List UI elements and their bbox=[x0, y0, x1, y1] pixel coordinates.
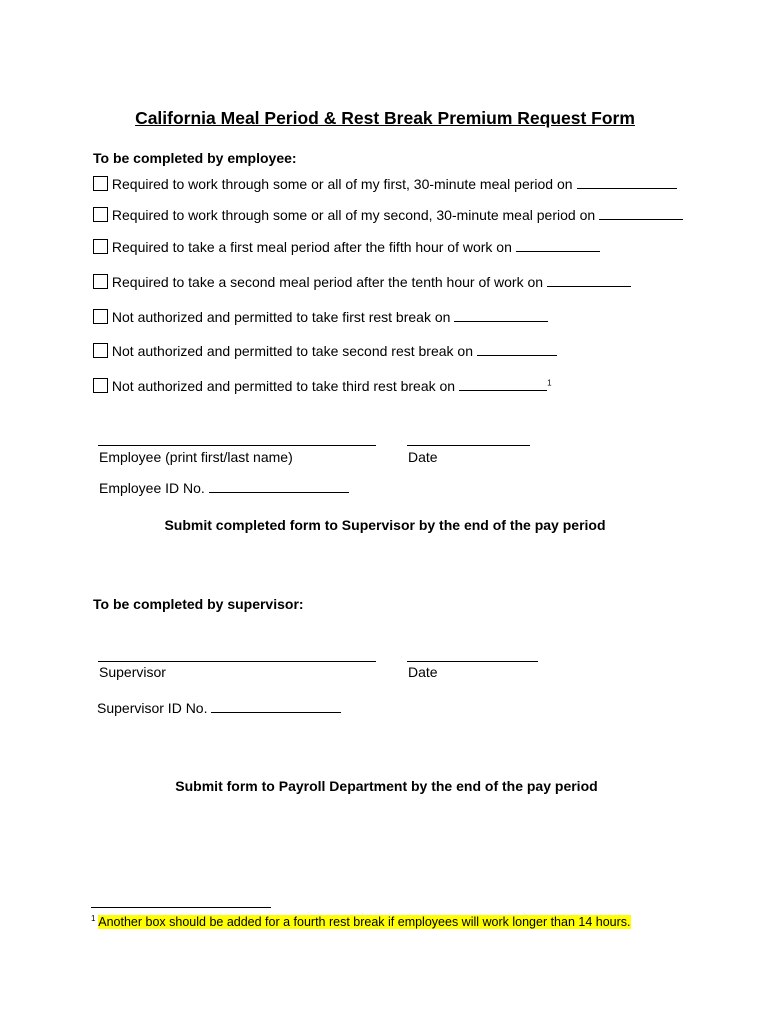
supervisor-id-field bbox=[97, 700, 341, 716]
footnote-marker: 1 bbox=[91, 914, 96, 923]
employee-id-blank[interactable] bbox=[209, 480, 349, 493]
form-title: California Meal Period & Rest Break Premium Request Form bbox=[135, 108, 635, 128]
second-meal-checkbox[interactable] bbox=[93, 207, 108, 222]
footnote-separator bbox=[91, 907, 271, 908]
checkbox-label: Required to work through some or all of my first, 30-minute meal period on bbox=[111, 176, 573, 192]
supervisor-name-label: Supervisor bbox=[99, 664, 166, 680]
footnote bbox=[91, 914, 631, 929]
first-meal-late-checkbox[interactable] bbox=[93, 239, 108, 254]
employee-id-field bbox=[99, 480, 349, 496]
checkbox-item-second-meal-after-tenth bbox=[93, 274, 631, 290]
supervisor-id-label: Supervisor ID No. bbox=[97, 700, 208, 716]
checkbox-label: Not authorized and permitted to take first rest break on bbox=[111, 309, 451, 325]
supervisor-id-blank[interactable] bbox=[211, 700, 341, 713]
first-rest-checkbox[interactable] bbox=[93, 309, 108, 324]
checkbox-item-first-meal-after-fifth bbox=[93, 239, 600, 255]
checkbox-label: Required to take a first meal period after the fifth hour of work on bbox=[111, 239, 512, 255]
supervisor-date-line[interactable] bbox=[407, 661, 538, 662]
employee-id-label: Employee ID No. bbox=[99, 480, 205, 496]
supervisor-submit-note: Submit form to Payroll Department by the end of the pay period bbox=[175, 778, 598, 794]
date-blank[interactable] bbox=[477, 343, 557, 356]
footnote-ref: 1 bbox=[547, 378, 552, 388]
first-meal-checkbox[interactable] bbox=[93, 176, 108, 191]
date-blank[interactable] bbox=[547, 274, 631, 287]
checkbox-item-third-rest bbox=[93, 378, 552, 394]
supervisor-date-label: Date bbox=[408, 664, 438, 680]
date-blank[interactable] bbox=[454, 309, 548, 322]
checkbox-label: Not authorized and permitted to take third rest break on bbox=[111, 378, 456, 394]
employee-date-label: Date bbox=[408, 449, 438, 465]
checkbox-item-second-meal bbox=[93, 207, 683, 223]
employee-submit-note: Submit completed form to Supervisor by the end of the pay period bbox=[164, 517, 606, 533]
employee-name-label: Employee (print first/last name) bbox=[99, 449, 293, 465]
employee-name-line[interactable] bbox=[98, 445, 376, 446]
checkbox-item-first-meal bbox=[93, 176, 677, 192]
date-blank[interactable] bbox=[516, 239, 600, 252]
second-meal-late-checkbox[interactable] bbox=[93, 274, 108, 289]
date-blank[interactable] bbox=[459, 378, 547, 391]
date-blank[interactable] bbox=[599, 207, 683, 220]
second-rest-checkbox[interactable] bbox=[93, 343, 108, 358]
employee-section-heading: To be completed by employee: bbox=[93, 150, 297, 166]
checkbox-item-second-rest bbox=[93, 343, 557, 359]
supervisor-name-line[interactable] bbox=[98, 661, 376, 662]
checkbox-label: Required to take a second meal period after the tenth hour of work on bbox=[111, 274, 544, 290]
checkbox-label: Required to work through some or all of my second, 30-minute meal period on bbox=[111, 207, 596, 223]
checkbox-label: Not authorized and permitted to take second rest break on bbox=[111, 343, 473, 359]
checkbox-item-first-rest bbox=[93, 309, 548, 325]
date-blank[interactable] bbox=[577, 176, 677, 189]
employee-date-line[interactable] bbox=[407, 445, 530, 446]
supervisor-section-heading: To be completed by supervisor: bbox=[93, 596, 304, 612]
footnote-text: Another box should be added for a fourth rest break if employees will work longer than 14 hours. bbox=[98, 915, 631, 930]
third-rest-checkbox[interactable] bbox=[93, 378, 108, 393]
